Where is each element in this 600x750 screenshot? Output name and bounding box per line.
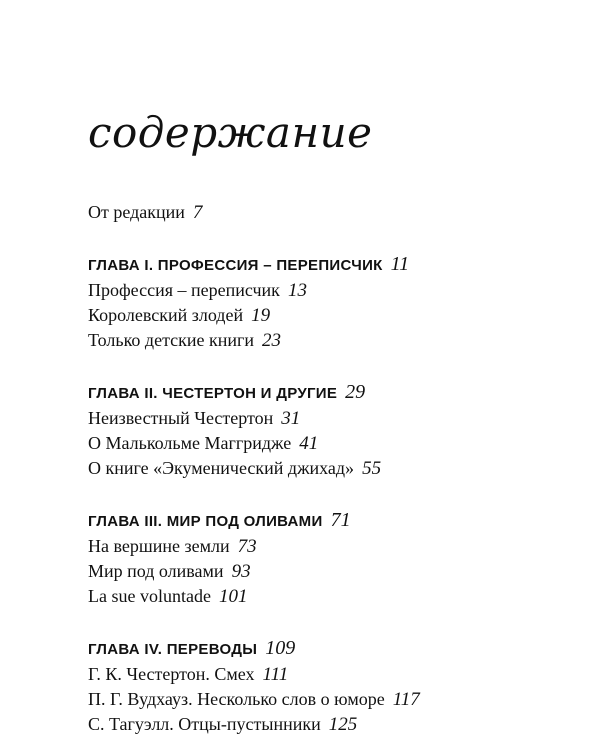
toc-page-number: 109 [265,637,296,659]
toc-entry[interactable] [88,559,588,584]
toc-page-number: 29 [345,381,366,403]
toc-entry-label: С. Тагуэлл. Отцы-пустынники [88,714,321,734]
toc-entry-label: О книге «Экуменический джихад» [88,458,355,478]
toc-page-number: 31 [281,408,301,429]
toc-entry-label: La sue voluntade [88,586,211,606]
toc-page-number: 7 [192,202,203,223]
toc-entry-label: От редакции [88,202,185,222]
toc-page-number: 117 [392,689,420,710]
toc-page-number: 93 [231,561,251,582]
toc-page-number: 41 [299,433,319,454]
toc-entry[interactable] [88,303,588,328]
toc-page-number: 101 [218,586,248,607]
toc-entry[interactable] [88,456,588,481]
toc-page-number: 23 [262,330,282,351]
toc-chapter-3[interactable] [88,508,588,534]
toc-page-number: 13 [287,280,307,301]
toc-page-number: 71 [330,509,351,531]
toc-entry[interactable] [88,278,588,303]
toc-entry[interactable] [88,687,588,712]
toc-page-number: 55 [362,458,382,479]
toc-chapter-2[interactable] [88,380,588,406]
toc-entry-label: На вершине земли [88,536,230,556]
toc-entry-intro[interactable] [88,200,588,225]
toc-entry-label: Королевский злодей [88,305,244,325]
toc-entry[interactable] [88,712,588,737]
chapter-heading: ГЛАВА I. ПРОФЕССИЯ – ПЕРЕПИСЧИК [88,257,383,274]
toc-entry[interactable] [88,431,588,456]
toc-entry-label: Мир под оливами [88,561,224,581]
toc-entry[interactable] [88,406,588,431]
toc-page-number: 11 [390,253,410,275]
toc-entry-label: П. Г. Вудхауз. Несколько слов о юморе [88,689,385,709]
page-title: содержание [88,108,373,157]
toc-entry[interactable] [88,534,588,559]
toc-entry[interactable] [88,662,588,687]
toc-chapter-4[interactable] [88,636,588,662]
toc-entry[interactable] [88,328,588,353]
toc-entry-label: О Малькольме Маггридже [88,433,292,453]
chapter-heading: ГЛАВА IV. ПЕРЕВОДЫ [88,641,258,658]
toc-chapter-1[interactable] [88,252,588,278]
toc-entry-label: Только детские книги [88,330,255,350]
chapter-heading: ГЛАВА III. МИР ПОД ОЛИВАМИ [88,513,323,530]
toc-page-number: 73 [237,536,257,557]
toc-page-number: 111 [262,664,289,685]
table-of-contents [88,200,588,737]
chapter-heading: ГЛАВА II. ЧЕСТЕРТОН И ДРУГИЕ [88,385,338,402]
toc-entry[interactable] [88,584,588,609]
toc-page-number: 19 [251,305,271,326]
toc-entry-label: Неизвестный Честертон [88,408,274,428]
toc-entry-label: Г. К. Честертон. Смех [88,664,255,684]
toc-page-number: 125 [328,714,358,735]
toc-entry-label: Профессия – переписчик [88,280,280,300]
